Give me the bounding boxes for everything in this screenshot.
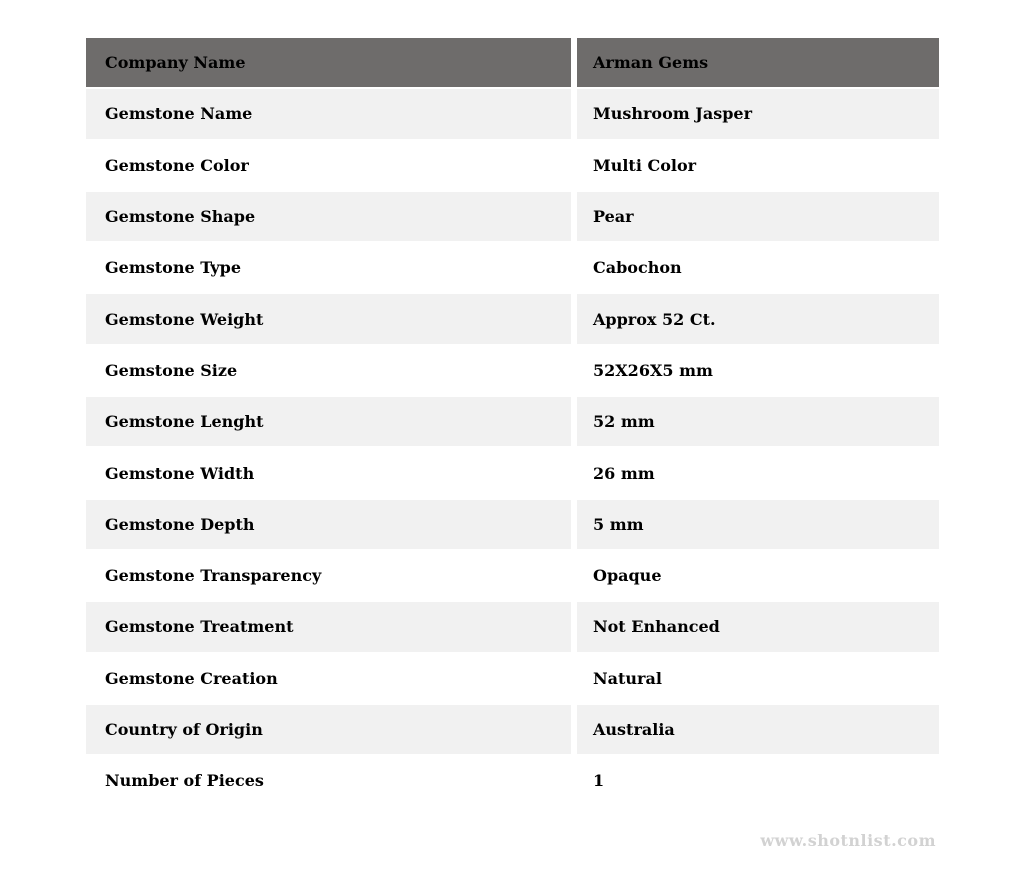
row-value-cell: 52X26X5 mm (593, 360, 713, 380)
row-label-cell: Number of Pieces (105, 771, 264, 791)
table-row (86, 294, 939, 343)
table-row (86, 705, 939, 754)
row-value-cell: Mushroom Jasper (577, 89, 939, 138)
row-label-cell: Country of Origin (86, 705, 571, 754)
table-row (86, 243, 939, 292)
table-row (86, 192, 939, 241)
row-value-cell: Natural (593, 668, 662, 688)
row-value-cell: Australia (577, 705, 939, 754)
table-row (86, 397, 939, 446)
row-value-cell: Cabochon (593, 258, 682, 278)
row-label-cell: Gemstone Type (105, 258, 242, 278)
row-label-cell: Gemstone Size (105, 360, 238, 380)
gemstone-spec-table (86, 38, 939, 807)
table-row (86, 141, 939, 190)
table-row (86, 551, 939, 600)
row-value-cell: Multi Color (593, 155, 697, 175)
row-label-cell: Gemstone Depth (86, 500, 571, 549)
row-value-cell: 1 (593, 771, 605, 791)
row-value-cell: Opaque (593, 566, 662, 586)
row-label-cell: Gemstone Creation (105, 668, 278, 688)
row-label-cell: Gemstone Shape (86, 192, 571, 241)
table-row (86, 89, 939, 138)
watermark-text: www.shotnlist.com (760, 831, 936, 850)
table-row (86, 602, 939, 651)
table-row (86, 654, 939, 703)
row-label-cell: Gemstone Transparency (105, 566, 322, 586)
table-row (86, 756, 939, 805)
row-label-cell: Gemstone Weight (86, 294, 571, 343)
row-value-cell: Not Enhanced (577, 602, 939, 651)
header-value-cell: Arman Gems (577, 38, 939, 87)
table-header-row (86, 38, 939, 87)
table-row (86, 500, 939, 549)
table-body (86, 89, 939, 805)
row-value-cell: 5 mm (577, 500, 939, 549)
row-label-cell: Gemstone Lenght (86, 397, 571, 446)
row-label-cell: Gemstone Color (105, 155, 249, 175)
row-label-cell: Gemstone Name (86, 89, 571, 138)
table-row (86, 448, 939, 497)
row-label-cell: Gemstone Treatment (86, 602, 571, 651)
header-label-cell: Company Name (86, 38, 571, 87)
row-value-cell: 26 mm (593, 463, 655, 483)
row-value-cell: Approx 52 Ct. (577, 294, 939, 343)
row-value-cell: 52 mm (577, 397, 939, 446)
row-label-cell: Gemstone Width (105, 463, 255, 483)
row-value-cell: Pear (577, 192, 939, 241)
table-row (86, 346, 939, 395)
